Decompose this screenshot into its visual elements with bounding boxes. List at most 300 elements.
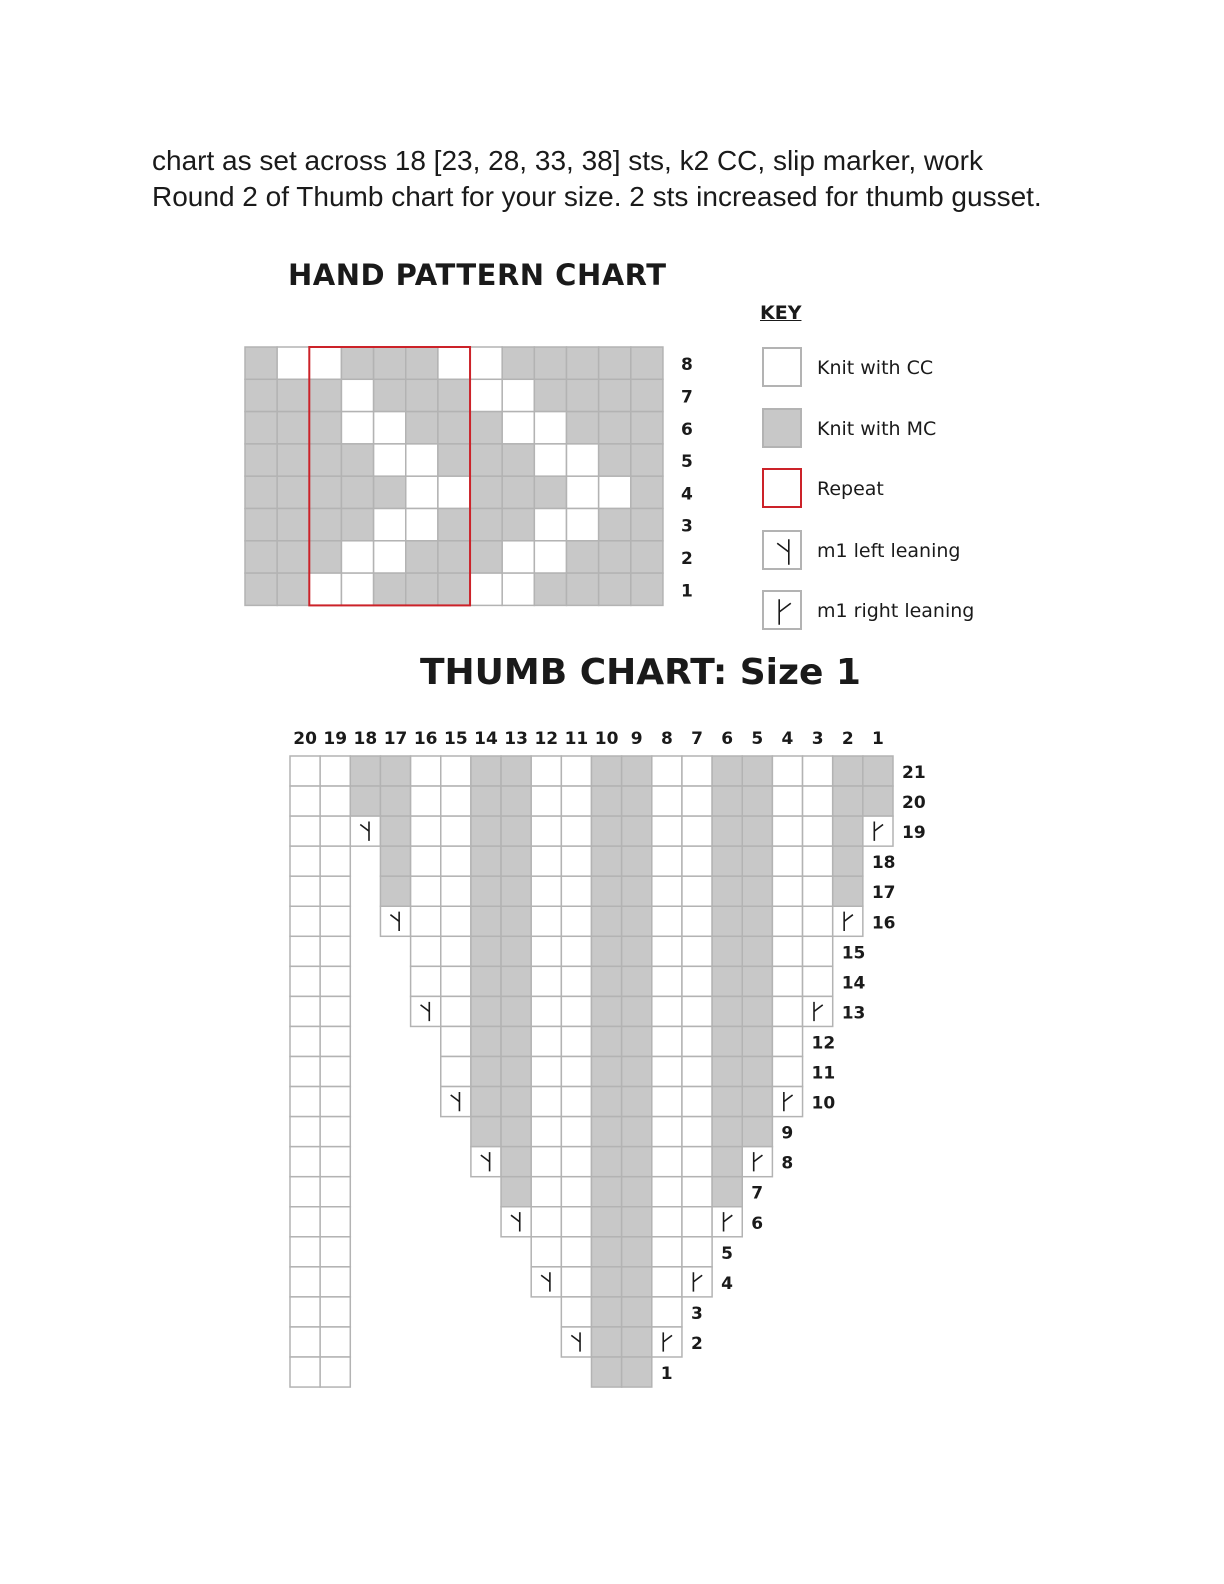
thumb-chart-cell (712, 966, 742, 996)
thumb-chart-cell (411, 816, 441, 846)
thumb-chart-cell (320, 1267, 350, 1297)
hand-chart-cell (341, 412, 373, 444)
thumb-chart-cell (501, 1057, 531, 1087)
thumb-chart-cell (622, 1087, 652, 1117)
hand-chart-cell (245, 541, 277, 573)
thumb-chart-cell (712, 846, 742, 876)
thumb-chart-cell (290, 1267, 320, 1297)
thumb-chart-cell (803, 996, 833, 1026)
thumb-chart-cell (833, 906, 863, 936)
key-label: m1 right leaning (817, 600, 975, 622)
hand-chart-cell (567, 476, 599, 508)
thumb-chart-cell (863, 786, 893, 816)
thumb-chart-cell (622, 996, 652, 1026)
thumb-chart-cell (320, 966, 350, 996)
thumb-chart-cell (561, 1177, 591, 1207)
hand-chart-cell (534, 412, 566, 444)
thumb-chart-cell (531, 846, 561, 876)
thumb-row-label: 21 (902, 763, 926, 784)
thumb-chart-cell (803, 756, 833, 786)
thumb-chart-cell (561, 1087, 591, 1117)
thumb-chart-cell (742, 1147, 772, 1177)
thumb-chart-cell (380, 846, 410, 876)
thumb-chart-cell (772, 936, 802, 966)
hand-chart-cell (438, 379, 470, 411)
thumb-chart-cell (561, 756, 591, 786)
thumb-chart-cell (290, 1147, 320, 1177)
thumb-chart-cell (803, 816, 833, 846)
thumb-chart-cell (290, 816, 320, 846)
thumb-chart-cell (561, 936, 591, 966)
thumb-chart-cell (712, 1207, 742, 1237)
thumb-chart-cell (772, 876, 802, 906)
thumb-chart-cell (772, 1026, 802, 1056)
hand-chart-cell (277, 444, 309, 476)
hand-chart-cell (245, 476, 277, 508)
thumb-chart-cell (561, 1327, 591, 1357)
thumb-chart-cell (290, 1087, 320, 1117)
thumb-chart-cell (592, 786, 622, 816)
thumb-chart-cell (290, 876, 320, 906)
thumb-chart-cell (531, 936, 561, 966)
thumb-chart-cell (712, 1057, 742, 1087)
thumb-chart-cell (682, 846, 712, 876)
thumb-row-label: 8 (781, 1153, 794, 1174)
thumb-chart-cell (290, 1237, 320, 1267)
hand-chart-cell (341, 347, 373, 379)
thumb-chart-cell (471, 1117, 501, 1147)
thumb-chart-cell (501, 936, 531, 966)
thumb-chart-cell (622, 1267, 652, 1297)
hand-chart-cell (277, 509, 309, 541)
thumb-chart-cell (652, 906, 682, 936)
thumb-chart-cell (592, 816, 622, 846)
thumb-chart-cell (682, 1147, 712, 1177)
thumb-chart-cell (622, 1117, 652, 1147)
thumb-row-label: 3 (690, 1303, 703, 1324)
hand-chart-cell (245, 412, 277, 444)
thumb-chart-cell (592, 1087, 622, 1117)
thumb-chart-cell (411, 846, 441, 876)
m1-left-leaning-icon (777, 539, 789, 565)
thumb-chart-cell (320, 846, 350, 876)
thumb-row-label: 17 (871, 883, 896, 904)
hand-chart-cell (245, 444, 277, 476)
thumb-chart-cell (471, 1087, 501, 1117)
thumb-chart-cell (742, 936, 772, 966)
thumb-row-label: 20 (902, 793, 926, 814)
thumb-chart-cell (592, 756, 622, 786)
thumb-column-label: 12 (534, 729, 559, 749)
thumb-chart-cell (471, 1057, 501, 1087)
thumb-row-label: 14 (841, 973, 866, 994)
thumb-row-label: 18 (871, 853, 896, 874)
thumb-chart-cell (290, 1357, 320, 1387)
thumb-chart (280, 722, 960, 1402)
key-label: Knit with MC (817, 418, 937, 440)
thumb-chart-cell (682, 1087, 712, 1117)
thumb-column-label: 10 (594, 729, 619, 749)
thumb-chart-cell (682, 936, 712, 966)
thumb-chart-cell (501, 1087, 531, 1117)
thumb-chart-cell (772, 966, 802, 996)
thumb-chart-cell (592, 1177, 622, 1207)
thumb-chart-cell (441, 966, 471, 996)
thumb-chart-cell (501, 1026, 531, 1056)
thumb-chart-cell (772, 756, 802, 786)
thumb-chart-cell (682, 756, 712, 786)
thumb-column-label: 17 (383, 729, 408, 749)
thumb-chart-cell (561, 1237, 591, 1267)
thumb-chart-cell (592, 1147, 622, 1177)
thumb-row-label: 7 (751, 1183, 764, 1204)
hand-chart-cell (534, 347, 566, 379)
thumb-chart-cell (501, 1177, 531, 1207)
hand-chart-row-label: 7 (680, 387, 693, 408)
key-swatch-mc (762, 408, 802, 448)
thumb-chart-cell (320, 1357, 350, 1387)
hand-chart-cell (309, 379, 341, 411)
thumb-chart-cell (290, 1297, 320, 1327)
thumb-chart-cell (682, 1026, 712, 1056)
hand-chart-cell (277, 412, 309, 444)
thumb-chart-title: THUMB CHART: Size 1 (420, 652, 861, 693)
thumb-chart-cell (742, 816, 772, 846)
thumb-chart-cell (320, 1117, 350, 1147)
hand-chart-cell (534, 541, 566, 573)
thumb-chart-cell (622, 1207, 652, 1237)
thumb-chart-cell (863, 816, 893, 846)
thumb-row-label: 9 (781, 1123, 794, 1144)
hand-chart-cell (341, 573, 373, 605)
thumb-chart-cell (320, 1026, 350, 1056)
hand-chart-cell (534, 573, 566, 605)
thumb-chart-cell (561, 816, 591, 846)
thumb-chart-cell (290, 936, 320, 966)
hand-chart-cell (277, 541, 309, 573)
hand-chart-cell (277, 476, 309, 508)
hand-chart-cell (245, 379, 277, 411)
thumb-chart-cell (320, 1057, 350, 1087)
hand-chart-cell (599, 541, 631, 573)
thumb-row-label: 12 (811, 1033, 836, 1054)
thumb-chart-cell (712, 1177, 742, 1207)
hand-chart-cell (502, 444, 534, 476)
hand-chart-cell (567, 347, 599, 379)
thumb-chart-cell (622, 1147, 652, 1177)
thumb-chart-cell (833, 816, 863, 846)
hand-chart-row-label: 2 (680, 548, 693, 569)
thumb-chart-cell (592, 1357, 622, 1387)
thumb-column-label: 11 (564, 729, 589, 749)
thumb-row-label: 1 (660, 1364, 673, 1385)
hand-chart-cell (502, 379, 534, 411)
thumb-chart-cell (441, 846, 471, 876)
thumb-chart-cell (622, 1327, 652, 1357)
thumb-chart-cell (320, 1237, 350, 1267)
thumb-chart-cell (290, 1327, 320, 1357)
hand-chart-cell (470, 541, 502, 573)
thumb-chart-cell (622, 1026, 652, 1056)
thumb-column-label: 2 (841, 729, 854, 749)
hand-chart-cell (502, 412, 534, 444)
hand-chart-cell (438, 509, 470, 541)
thumb-chart-cell (441, 906, 471, 936)
thumb-chart-cell (712, 996, 742, 1026)
thumb-chart-cell (561, 1026, 591, 1056)
hand-chart-cell (406, 379, 438, 411)
hand-chart-cell (567, 573, 599, 605)
hand-chart-cell (502, 509, 534, 541)
thumb-column-label: 18 (353, 729, 378, 749)
thumb-chart-cell (712, 1087, 742, 1117)
thumb-chart-cell (350, 816, 380, 846)
thumb-chart-cell (411, 876, 441, 906)
thumb-chart-cell (712, 936, 742, 966)
thumb-chart-cell (531, 996, 561, 1026)
thumb-chart-cell (833, 846, 863, 876)
thumb-chart-cell (441, 756, 471, 786)
thumb-chart-cell (290, 1207, 320, 1237)
thumb-chart-cell (833, 756, 863, 786)
thumb-chart-cell (742, 1057, 772, 1087)
thumb-chart-cell (712, 1117, 742, 1147)
thumb-chart-cell (682, 786, 712, 816)
thumb-chart-cell (380, 906, 410, 936)
hand-chart-cell (245, 347, 277, 379)
thumb-chart-cell (320, 996, 350, 1026)
thumb-chart-cell (531, 1267, 561, 1297)
thumb-chart-cell (712, 876, 742, 906)
thumb-chart-cell (772, 1087, 802, 1117)
hand-chart-cell (374, 347, 406, 379)
hand-chart-cell (567, 509, 599, 541)
thumb-chart-cell (411, 786, 441, 816)
hand-chart-cell (470, 509, 502, 541)
thumb-chart-cell (712, 786, 742, 816)
thumb-chart-cell (622, 1297, 652, 1327)
key-swatch-cc (762, 347, 802, 387)
thumb-chart-cell (592, 996, 622, 1026)
hand-chart-cell (309, 444, 341, 476)
thumb-chart-cell (712, 1147, 742, 1177)
hand-chart-cell (309, 573, 341, 605)
thumb-chart-cell (772, 816, 802, 846)
thumb-chart-cell (682, 1057, 712, 1087)
hand-chart-cell (374, 541, 406, 573)
thumb-column-label: 9 (630, 729, 643, 749)
hand-chart-cell (534, 379, 566, 411)
thumb-chart-cell (290, 786, 320, 816)
hand-chart-cell (534, 444, 566, 476)
thumb-chart-cell (411, 996, 441, 1026)
thumb-chart-cell (622, 876, 652, 906)
thumb-chart-cell (682, 1177, 712, 1207)
thumb-chart-cell (380, 756, 410, 786)
thumb-chart-cell (471, 786, 501, 816)
hand-chart-cell (309, 509, 341, 541)
thumb-chart-cell (531, 1147, 561, 1177)
hand-chart-cell (599, 573, 631, 605)
thumb-chart-cell (652, 936, 682, 966)
thumb-chart-cell (742, 1117, 772, 1147)
thumb-chart-cell (742, 786, 772, 816)
hand-chart-cell (631, 509, 663, 541)
thumb-column-label: 8 (660, 729, 673, 749)
thumb-column-label: 13 (504, 729, 528, 749)
thumb-chart-cell (561, 1207, 591, 1237)
thumb-row-label: 10 (811, 1093, 836, 1114)
hand-chart-cell (631, 444, 663, 476)
hand-chart-row-label: 8 (680, 355, 693, 376)
hand-pattern-chart (244, 346, 704, 608)
hand-chart-cell (599, 347, 631, 379)
thumb-chart-cell (652, 786, 682, 816)
hand-chart-cell (341, 379, 373, 411)
key-swatch-m1l (762, 530, 802, 570)
thumb-chart-cell (592, 1026, 622, 1056)
thumb-chart-cell (682, 816, 712, 846)
thumb-chart-cell (501, 846, 531, 876)
hand-chart-cell (438, 412, 470, 444)
thumb-chart-cell (561, 1117, 591, 1147)
thumb-chart-cell (411, 936, 441, 966)
thumb-chart-cell (441, 1026, 471, 1056)
thumb-chart-cell (501, 786, 531, 816)
thumb-chart-cell (350, 786, 380, 816)
thumb-chart-cell (441, 1087, 471, 1117)
thumb-chart-cell (592, 846, 622, 876)
hand-chart-cell (599, 476, 631, 508)
thumb-chart-cell (712, 1026, 742, 1056)
thumb-chart-cell (411, 966, 441, 996)
thumb-chart-cell (290, 966, 320, 996)
hand-chart-cell (406, 347, 438, 379)
thumb-chart-cell (471, 936, 501, 966)
thumb-row-label: 16 (871, 913, 896, 934)
thumb-chart-cell (682, 1117, 712, 1147)
thumb-row-label: 4 (721, 1273, 733, 1294)
hand-chart-cell (374, 509, 406, 541)
thumb-chart-cell (682, 966, 712, 996)
hand-chart-cell (374, 379, 406, 411)
thumb-column-label: 1 (872, 729, 884, 749)
hand-chart-cell (567, 541, 599, 573)
thumb-chart-cell (742, 996, 772, 1026)
thumb-chart-cell (290, 1026, 320, 1056)
thumb-chart-cell (592, 1057, 622, 1087)
thumb-chart-cell (742, 846, 772, 876)
hand-chart-cell (631, 541, 663, 573)
thumb-chart-cell (682, 876, 712, 906)
thumb-chart-cell (772, 786, 802, 816)
thumb-chart-cell (531, 816, 561, 846)
thumb-chart-cell (652, 846, 682, 876)
hand-chart-cell (438, 573, 470, 605)
thumb-chart-cell (501, 1147, 531, 1177)
thumb-chart-cell (622, 846, 652, 876)
thumb-chart-cell (501, 996, 531, 1026)
thumb-chart-cell (652, 1327, 682, 1357)
thumb-row-label: 6 (751, 1213, 764, 1234)
thumb-chart-cell (622, 756, 652, 786)
hand-chart-row-label: 6 (680, 419, 693, 440)
thumb-chart-cell (803, 876, 833, 906)
thumb-chart-cell (622, 906, 652, 936)
thumb-chart-cell (320, 876, 350, 906)
thumb-chart-cell (803, 786, 833, 816)
thumb-chart-cell (471, 816, 501, 846)
thumb-chart-cell (320, 786, 350, 816)
thumb-chart-cell (803, 936, 833, 966)
hand-chart-cell (470, 444, 502, 476)
thumb-chart-cell (712, 756, 742, 786)
thumb-chart-cell (772, 1057, 802, 1087)
thumb-chart-cell (622, 1057, 652, 1087)
hand-chart-cell (599, 379, 631, 411)
hand-chart-cell (277, 379, 309, 411)
hand-chart-cell (374, 476, 406, 508)
thumb-chart-cell (290, 1177, 320, 1207)
thumb-chart-cell (561, 1057, 591, 1087)
thumb-chart-cell (471, 1147, 501, 1177)
thumb-chart-cell (441, 996, 471, 1026)
key-swatch-m1r (762, 590, 802, 630)
thumb-chart-cell (441, 786, 471, 816)
thumb-chart-cell (531, 1057, 561, 1087)
thumb-chart-cell (592, 1297, 622, 1327)
thumb-chart-cell (411, 906, 441, 936)
thumb-chart-cell (592, 1267, 622, 1297)
hand-chart-title: HAND PATTERN CHART (288, 258, 667, 292)
thumb-chart-cell (531, 876, 561, 906)
hand-chart-cell (599, 509, 631, 541)
thumb-chart-cell (803, 906, 833, 936)
thumb-chart-cell (531, 906, 561, 936)
thumb-chart-cell (320, 906, 350, 936)
hand-chart-cell (309, 541, 341, 573)
thumb-chart-cell (742, 966, 772, 996)
hand-chart-cell (245, 509, 277, 541)
thumb-chart-cell (592, 906, 622, 936)
thumb-chart-cell (501, 876, 531, 906)
hand-chart-cell (309, 476, 341, 508)
hand-chart-cell (277, 347, 309, 379)
hand-chart-cell (502, 541, 534, 573)
m1-right-leaning-icon (779, 599, 791, 625)
thumb-chart-cell (290, 1057, 320, 1087)
thumb-chart-cell (380, 786, 410, 816)
hand-chart-cell (406, 412, 438, 444)
hand-chart-cell (470, 347, 502, 379)
thumb-chart-cell (501, 756, 531, 786)
thumb-chart-cell (592, 876, 622, 906)
thumb-chart-cell (320, 1087, 350, 1117)
hand-chart-row-label: 4 (680, 484, 693, 505)
thumb-chart-cell (592, 1117, 622, 1147)
thumb-chart-cell (531, 786, 561, 816)
hand-chart-cell (406, 444, 438, 476)
thumb-column-label: 14 (474, 729, 498, 749)
thumb-chart-cell (682, 906, 712, 936)
thumb-row-label: 5 (721, 1243, 733, 1264)
thumb-chart-cell (652, 1087, 682, 1117)
hand-chart-cell (631, 573, 663, 605)
thumb-column-label: 3 (811, 729, 824, 749)
thumb-row-label: 11 (811, 1063, 836, 1084)
thumb-chart-cell (652, 1057, 682, 1087)
thumb-column-label: 5 (751, 729, 764, 749)
